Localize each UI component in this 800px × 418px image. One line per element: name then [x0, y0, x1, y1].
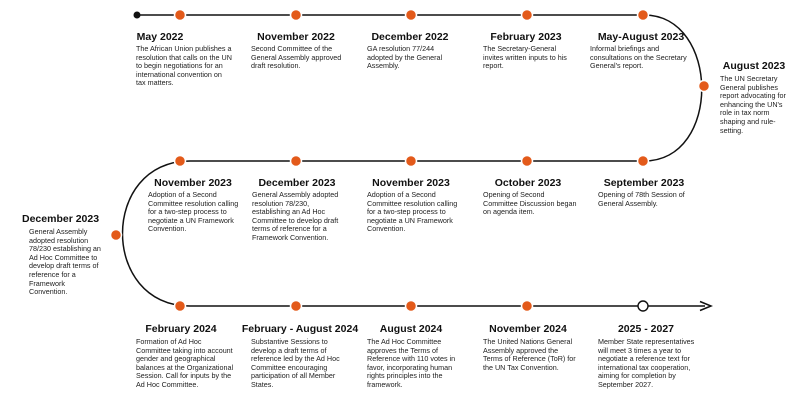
event-text-nov-2023-a: Adoption of a Second Committee resolution calling for a two-step process to negotiate a UN Framework Convention. [148, 190, 239, 234]
marker-may-aug-2023 [638, 10, 649, 21]
event-date-nov-2023-b: November 2023 [372, 177, 450, 189]
marker-feb-2023 [522, 10, 533, 21]
event-date-nov-2024: November 2024 [489, 323, 567, 335]
event-date-may-2022: May 2022 [136, 31, 184, 43]
event-text-dec-2023-b: General Assembly adopted resolution 78/230 establishing an Ad Hoc Committee to develop draft terms of reference for a Framework Convention. [29, 227, 101, 297]
event-text-nov-2023-b: Adoption of a Second Committee resolution calling for a two-step process to negotiate a UN Framework Convention. [367, 190, 458, 234]
marker-nov-2024 [522, 301, 533, 312]
marker-feb-aug-2024 [291, 301, 302, 312]
event-text-nov-2024: The United Nations General Assembly approved the Terms of Reference (ToR) for the UN Tax Convention. [483, 337, 576, 372]
event-text-2025-2027: Member State representatives will meet 3 times a year to negotiate a reference text for international tax cooperation, aiming for completion by September 2027. [598, 337, 695, 389]
marker-may-2022 [175, 10, 186, 21]
event-date-2025-2027: 2025 - 2027 [617, 323, 675, 335]
marker-feb-2024 [175, 301, 186, 312]
event-text-oct-2023: Opening of Second Committee Discussion began on agenda item. [483, 190, 577, 217]
event-text-feb-aug-2024: Substantive Sessions to develop a draft terms of reference led by the Ad Hoc Committee encouraging participation of all Member States. [251, 337, 340, 389]
event-date-aug-2023: August 2023 [722, 60, 786, 72]
event-date-sep-2023: September 2023 [603, 177, 685, 189]
event-date-oct-2023: October 2023 [494, 177, 562, 189]
event-date-may-aug-2023: May-August 2023 [597, 31, 685, 43]
event-text-feb-2023: The Secretary-General invites written inputs to his report. [483, 44, 567, 71]
marker-dec-2023-a [291, 156, 302, 167]
hollow-circle-icon [638, 301, 648, 311]
marker-dec-2023-b [111, 230, 122, 241]
event-text-dec-2022: GA resolution 77/244 adopted by the General Assembly. [367, 44, 443, 71]
marker-aug-2023 [699, 81, 710, 92]
event-text-aug-2024: The Ad Hoc Committee approves the Terms of Reference with 110 votes in favor, incorporating human rights principles into the framework. [367, 337, 456, 389]
marker-nov-2023-a [175, 156, 186, 167]
marker-dec-2022 [406, 10, 417, 21]
event-text-may-aug-2023: Informal briefings and consultations on the Secretary General's report. [590, 44, 687, 71]
event-date-feb-aug-2024: February - August 2024 [241, 323, 359, 335]
event-date-dec-2022: December 2022 [371, 31, 449, 43]
event-text-dec-2023-a: General Assembly adopted resolution 78/230, establishing an Ad Hoc Committee to develop draft terms of reference for a Framework Convention. [252, 190, 339, 242]
marker-oct-2023 [522, 156, 533, 167]
marker-nov-2022 [291, 10, 302, 21]
event-date-feb-2023: February 2023 [490, 31, 562, 43]
marker-nov-2023-b [406, 156, 417, 167]
event-date-nov-2022: November 2022 [257, 31, 335, 43]
event-text-nov-2022: Second Committee of the General Assembly approved draft resolution. [251, 44, 342, 71]
filled-dot-icon [134, 12, 141, 19]
marker-aug-2024 [406, 301, 417, 312]
event-date-dec-2023-a: December 2023 [258, 177, 336, 189]
event-date-nov-2023-a: November 2023 [154, 177, 232, 189]
event-text-aug-2023: The UN Secretary General publishes report advocating for enhancing the UN's role in tax norm shaping and rule-setting. [720, 74, 786, 135]
event-date-dec-2023-b: December 2023 [22, 213, 100, 225]
marker-sep-2023 [638, 156, 649, 167]
event-text-sep-2023: Opening of 78th Session of General Assembly. [598, 190, 685, 208]
event-date-aug-2024: August 2024 [379, 323, 443, 335]
event-text-may-2022: The African Union publishes a resolution that calls on the UN to begin negotiations for an international convention on tax matters. [136, 44, 232, 88]
event-text-feb-2024: Formation of Ad Hoc Committee taking into account gender and geographical balances at the Organizational Session. Call for inputs by the Ad Hoc Committee. [136, 337, 234, 389]
event-date-feb-2024: February 2024 [145, 323, 217, 335]
